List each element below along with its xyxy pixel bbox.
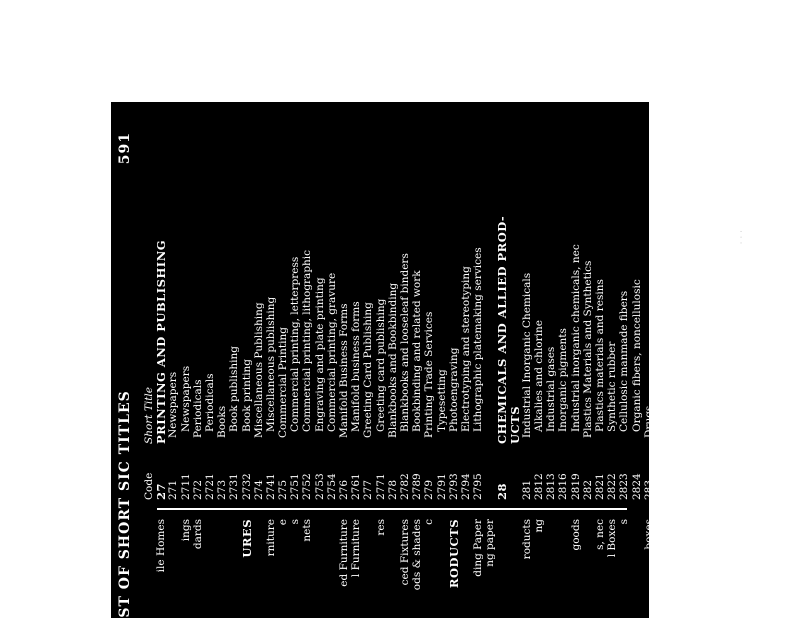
sic-title: Commercial printing, letterpress	[289, 256, 302, 432]
sic-title: Toilet preparations	[740, 330, 753, 432]
left-fragment-line: l Furniture	[350, 519, 363, 578]
left-fragment-line	[509, 515, 521, 640]
sic-code	[509, 460, 521, 500]
sic-title: Cellulosic manmade fibers	[618, 290, 631, 432]
sic-code: 2732	[240, 473, 253, 500]
sic-code: 274	[252, 479, 265, 500]
sic-title: Drugs	[642, 405, 655, 438]
left-fragment-line: ed Furniture	[338, 519, 350, 587]
sic-title: Lithographic platemaking services	[472, 247, 485, 432]
left-fragment-line	[253, 515, 265, 640]
sic-code: 2754	[325, 473, 338, 500]
sic-code: 2851	[764, 473, 777, 500]
sic-code: 2819	[569, 473, 582, 500]
left-fragment-line	[204, 515, 216, 640]
sic-title: Industrial gases	[545, 346, 558, 432]
sic-title: Surface active agents	[728, 316, 740, 432]
sic-code: 2721	[203, 473, 216, 500]
left-fragment-line: s	[289, 519, 302, 525]
sic-code: 2813	[545, 473, 558, 500]
code-column-head: Code	[143, 472, 155, 500]
left-fragment-line: ods & shades	[411, 519, 424, 591]
sic-code: 282	[581, 479, 594, 500]
page-header	[115, 124, 139, 640]
sic-code: 2793	[447, 473, 460, 500]
sic-title: Commercial Printing	[277, 327, 290, 438]
sic-title: Book publishing	[228, 346, 241, 432]
sic-code: 2791	[435, 473, 448, 500]
left-fragment-line: res	[374, 519, 387, 536]
sic-title: Electrotyping and stereotyping	[459, 266, 472, 432]
left-fragment-line: c	[423, 519, 436, 525]
sic-code: 2821	[593, 473, 606, 500]
column-divider	[157, 508, 627, 510]
sic-code: 2789	[411, 473, 424, 500]
sic-code: 2751	[289, 473, 302, 500]
left-fragment-line: ced Fixtures	[398, 519, 411, 586]
left-fragment-line	[228, 515, 240, 640]
sic-title: Industrial inorganic chemicals, nec	[569, 244, 582, 432]
left-fragment-line	[557, 515, 569, 640]
sic-title: Plastics materials and resins	[593, 279, 606, 432]
sic-title: Photoengraving	[447, 347, 460, 432]
sic-title: Soap and other detergents	[703, 289, 716, 432]
sic-title: Book printing	[240, 359, 253, 432]
page-number: 591	[117, 132, 133, 165]
left-fragment-line: mills	[691, 519, 704, 545]
sic-code: 276	[338, 479, 350, 500]
left-fragment-line: ile Homes	[155, 519, 168, 573]
sic-code: 2843	[728, 473, 740, 500]
scanned-page	[111, 102, 789, 636]
left-fragment-line	[326, 515, 338, 640]
sic-title: Periodicals	[203, 373, 216, 432]
left-fragment-line: Mills	[679, 519, 692, 546]
left-fragment-line: ilar products	[667, 519, 680, 588]
sic-code: 2782	[398, 473, 411, 500]
left-fragment-line	[216, 515, 228, 640]
sic-title: Newspapers	[179, 365, 192, 432]
sic-title: Bookbinding and related work	[411, 270, 424, 432]
code-column	[143, 460, 789, 500]
sic-code: 2822	[606, 473, 619, 500]
sic-title: Greeting card publishing	[374, 298, 387, 432]
left-fragment-line: ng	[533, 519, 545, 533]
sic-title: Pharmaceutical preparations	[679, 277, 692, 432]
sic-code: 281	[520, 479, 533, 500]
sic-code: 2741	[264, 473, 277, 500]
sic-code: 2795	[472, 473, 485, 500]
sic-code: 272	[191, 479, 204, 500]
left-fragment-line	[167, 515, 179, 640]
sic-title: Miscellaneous publishing	[264, 296, 277, 432]
sic-title: Blankbooks and Bookbinding	[386, 282, 399, 438]
sic-title: Commercial printing, lithographic	[301, 249, 314, 432]
sic-title: Medicinals and botanicals	[667, 292, 680, 432]
sic-code: 2824	[630, 473, 643, 500]
sic-code: 2753	[313, 473, 326, 500]
sic-title: Manifold business forms	[350, 301, 363, 432]
sic-title: Typesetting	[435, 369, 448, 432]
sic-title: CHEMICALS AND ALLIED PROD-	[495, 215, 510, 444]
sic-code: 2812	[533, 473, 545, 500]
sic-code: 283	[642, 479, 655, 500]
sic-code: 2831	[654, 473, 667, 500]
left-fragment-line: boxes	[642, 519, 655, 550]
sic-code: 27	[154, 482, 169, 500]
sic-code: 2823	[618, 473, 631, 500]
sic-title: Plastics Materials and Synthetics	[581, 260, 594, 438]
sic-title: Greeting Card Publishing	[362, 302, 375, 438]
left-fragment-line	[655, 515, 667, 640]
sic-code: 2761	[350, 473, 363, 500]
sic-title: Polishes and sanitation goods	[715, 274, 728, 432]
sic-title: Commercial printing, gravure	[325, 272, 338, 432]
left-fragment-line: l Boxes	[606, 519, 619, 558]
left-fragment-line: nets	[301, 519, 314, 542]
sic-title: Paints and Allied Products	[752, 297, 765, 438]
page-title: LIST OF SHORT SIC TITLES	[117, 390, 133, 636]
left-fragment-line: goods	[569, 519, 582, 551]
sic-title: Soap, Cleaners, and Toilet Goods	[691, 261, 704, 438]
margin-mark: · · ·	[735, 230, 745, 245]
sic-title: Books	[216, 405, 229, 438]
sic-code: 271	[167, 479, 180, 500]
sic-title: Newspapers	[167, 371, 180, 438]
left-fragment-line	[582, 515, 594, 640]
left-fragment-line	[631, 515, 643, 640]
left-fragment-line	[362, 515, 374, 640]
sic-title: Paints and allied products	[764, 293, 777, 432]
sic-code: 285	[752, 479, 765, 500]
left-fragment-line	[545, 515, 557, 640]
sic-title: Engraving and plate printing	[313, 277, 326, 432]
sic-code: 277	[362, 479, 375, 500]
left-fragment-line: ding Paper	[472, 519, 485, 577]
left-fragment-line: e	[277, 519, 290, 526]
sic-title: UCTS	[507, 405, 522, 444]
title-column-head: Short Title	[143, 386, 155, 444]
sic-title: Synthetic rubber	[606, 341, 619, 432]
sic-code: 2833	[667, 473, 680, 500]
left-fragment-line: dards	[191, 519, 204, 550]
sic-code: 275	[277, 479, 290, 500]
sic-code: 2841	[703, 473, 716, 500]
left-fragment-line	[387, 515, 399, 640]
left-fragment-line: RODUCTS	[446, 519, 461, 589]
sic-title: Manifold Business Forms	[338, 303, 350, 438]
left-fragment-line: ng paper	[484, 519, 497, 567]
sic-title: Printing Trade Services	[423, 311, 436, 438]
sic-title: Industrial Organic Chemicals	[776, 281, 789, 438]
sic-title: Inorganic pigments	[557, 328, 570, 432]
title-column	[143, 124, 789, 444]
sic-title: Biological products	[654, 328, 667, 432]
left-fragment-line: roducts	[520, 519, 533, 560]
sic-code: 2771	[374, 473, 387, 500]
sic-code: 2834	[679, 473, 692, 500]
left-column-fragments	[143, 515, 704, 640]
sic-title: Alkalies and chlorine	[533, 320, 545, 432]
left-fragment-line: rniture	[264, 519, 277, 557]
sic-title: Blankbooks and looseleaf binders	[398, 253, 411, 432]
sic-title: Periodicals	[191, 379, 204, 438]
sic-code: 2711	[179, 473, 192, 500]
sic-code: 2731	[228, 473, 241, 500]
sic-title: Organic fibers, noncellulosic	[630, 279, 643, 432]
sic-code: 2794	[459, 473, 472, 500]
sic-code: 2842	[715, 473, 728, 500]
left-fragment-line	[460, 515, 472, 640]
sic-code: 2752	[301, 473, 314, 500]
sic-code: 28	[495, 482, 510, 500]
sic-code: 278	[386, 479, 399, 500]
left-fragment-line: s	[618, 519, 631, 525]
sic-title: Industrial Inorganic Chemicals	[520, 272, 533, 438]
sic-code: 279	[423, 479, 436, 500]
sic-title: Miscellaneous Publishing	[252, 302, 265, 438]
sic-code: 286	[776, 479, 789, 500]
left-fragment-line	[436, 515, 448, 640]
sic-code: 2816	[557, 473, 570, 500]
left-fragment-line	[314, 515, 326, 640]
left-fragment-line	[496, 515, 508, 640]
left-fragment-line: ings	[179, 519, 192, 542]
rotated-page-content	[111, 124, 789, 640]
sic-code: 273	[216, 479, 229, 500]
sic-code: 284	[691, 479, 704, 500]
left-fragment-line: s, nec	[593, 519, 606, 550]
left-fragment-line: URES	[239, 519, 254, 558]
sic-title: PRINTING AND PUBLISHING	[154, 239, 169, 444]
sic-code: 2844	[740, 473, 753, 500]
